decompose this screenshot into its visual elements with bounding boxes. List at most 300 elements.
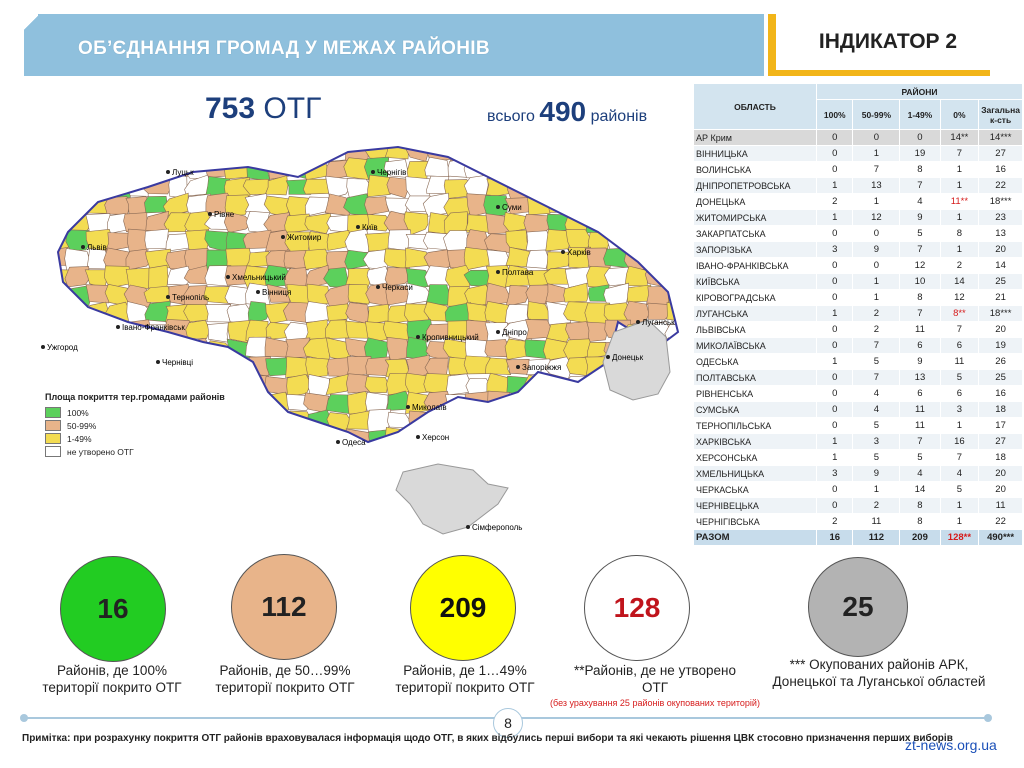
city-dot — [166, 295, 170, 299]
row-cell: 1 — [940, 178, 979, 194]
legend-label: 100% — [67, 407, 89, 418]
row-cell: 0 — [900, 130, 940, 146]
district-cell — [546, 395, 570, 412]
row-cell: 0 — [817, 498, 853, 514]
city-dot — [116, 325, 120, 329]
row-cell: 26 — [979, 354, 1023, 370]
city-dot — [226, 275, 230, 279]
district-cell — [463, 430, 490, 449]
table-row — [694, 210, 1023, 226]
row-cell: 5 — [853, 354, 900, 370]
row-cell: 6 — [900, 386, 940, 402]
caption-1-49: Районів, де 1…49% території покрито ОТГ — [395, 663, 535, 695]
district-cell — [545, 378, 572, 393]
district-cell — [544, 160, 572, 181]
district-cell — [587, 195, 611, 214]
row-cell: 25 — [979, 370, 1023, 386]
row-cell: 2 — [940, 258, 979, 274]
caption-0: **Районів, де не утворено ОТГ — [573, 663, 737, 695]
district-cell — [123, 337, 150, 355]
district-cell — [285, 449, 310, 468]
district-cell — [665, 177, 683, 198]
city-label: Одеса — [342, 438, 366, 447]
row-cell: 10 — [900, 274, 940, 290]
city-label: Херсон — [422, 433, 450, 442]
row-cell: 0 — [817, 274, 853, 290]
district-cell — [646, 160, 670, 181]
district-cell — [646, 447, 669, 467]
district-cell — [265, 141, 290, 159]
row-cell: 1 — [817, 450, 853, 466]
district-cell — [206, 304, 231, 322]
district-cell — [665, 139, 683, 160]
district-cell — [65, 142, 88, 163]
row-cell: 0 — [817, 130, 853, 146]
district-cell — [665, 195, 683, 216]
row-cell: 11 — [900, 322, 940, 338]
legend-swatch — [45, 407, 61, 418]
district-cell — [466, 450, 490, 465]
city-dot — [416, 335, 420, 339]
district-cell — [67, 179, 87, 199]
district-cell — [187, 140, 213, 161]
district-cell — [167, 337, 189, 359]
otg-number: 753 — [205, 92, 256, 125]
row-cell: 22 — [979, 178, 1023, 194]
district-cell — [527, 410, 550, 428]
city-dot — [156, 360, 160, 364]
row-cell: 0 — [817, 258, 853, 274]
row-cell: 2 — [817, 194, 853, 210]
district-cell — [304, 428, 332, 450]
table-row — [694, 290, 1023, 306]
district-cell — [486, 163, 511, 176]
district-cell — [46, 195, 67, 215]
rayon-label: районів — [590, 108, 648, 125]
district-cell — [304, 446, 330, 468]
district-cell — [208, 323, 229, 342]
table-row — [694, 162, 1023, 178]
district-cell — [228, 410, 250, 430]
row-cell: 23 — [979, 210, 1023, 226]
district-cell — [665, 162, 683, 181]
district-cell — [505, 448, 531, 464]
district-cell — [665, 212, 683, 233]
district-cell — [503, 394, 530, 412]
table-row — [694, 434, 1023, 450]
row-region-name: ХЕРСОНСЬКА — [694, 450, 817, 466]
district-cell — [623, 194, 651, 213]
district-cell — [666, 373, 683, 391]
district-cell — [543, 445, 569, 468]
row-cell: 4 — [940, 466, 979, 482]
row-cell: 1 — [817, 354, 853, 370]
row-cell: 9 — [853, 242, 900, 258]
otg-label: ОТГ — [263, 92, 322, 125]
city-dot — [606, 355, 610, 359]
row-cell: 12 — [900, 258, 940, 274]
district-cell — [506, 410, 532, 431]
city-label: Луганськ — [642, 318, 675, 327]
row-cell: 14 — [940, 274, 979, 290]
district-cell — [548, 142, 568, 163]
total-cell: 209 — [900, 530, 940, 546]
table-row — [694, 178, 1023, 194]
district-cell — [548, 412, 572, 430]
district-cell — [327, 304, 349, 321]
district-cell — [606, 446, 631, 467]
district-cell — [645, 195, 669, 217]
row-cell: 1 — [940, 498, 979, 514]
city-dot — [466, 525, 470, 529]
table-row — [694, 226, 1023, 242]
row-cell: 3 — [853, 434, 900, 450]
legend-label: 50-99% — [67, 420, 97, 431]
district-cell — [225, 142, 248, 158]
district-cell — [345, 446, 372, 468]
row-cell: 9 — [900, 354, 940, 370]
row-cell: 1 — [853, 146, 900, 162]
district-cell — [224, 376, 250, 396]
row-cell: 25 — [979, 274, 1023, 290]
total-cell: 112 — [853, 530, 900, 546]
city-label: Черкаси — [382, 283, 413, 292]
row-cell: 7 — [940, 450, 979, 466]
row-cell: 7 — [853, 338, 900, 354]
table-row — [694, 370, 1023, 386]
district-cell — [585, 447, 609, 469]
table-row — [694, 498, 1023, 514]
district-cell — [85, 339, 108, 359]
district-cell — [306, 357, 329, 377]
circle-value: 209 — [439, 592, 487, 623]
row-cell: 4 — [853, 386, 900, 402]
district-cell — [604, 213, 630, 235]
row-region-name: ДОНЕЦЬКА — [694, 194, 817, 210]
district-cell — [585, 411, 610, 431]
district-cell — [545, 175, 569, 196]
district-cell — [485, 448, 511, 469]
district-cell — [403, 448, 430, 466]
district-cell — [625, 212, 650, 233]
district-cell — [666, 412, 683, 432]
district-cell — [66, 158, 92, 177]
district-cell — [283, 411, 312, 430]
city-label: Дніпро — [502, 328, 527, 337]
district-cell — [264, 409, 290, 429]
row-cell: 7 — [900, 178, 940, 194]
district-cell — [588, 392, 612, 413]
row-region-name: МИКОЛАЇВСЬКА — [694, 338, 817, 354]
row-region-name: ЧЕРКАСЬКА — [694, 482, 817, 498]
circle-50-99 — [231, 554, 337, 660]
district-cell — [47, 158, 73, 178]
city-dot — [416, 435, 420, 439]
district-cell — [506, 285, 528, 306]
district-cell — [565, 322, 590, 341]
table-row — [694, 418, 1023, 434]
district-cell — [446, 446, 469, 467]
city-label: Тернопіль — [172, 293, 210, 302]
row-region-name: ІВАНО-ФРАНКІВСЬКА — [694, 258, 817, 274]
legend-swatch — [45, 446, 61, 457]
row-cell: 5 — [853, 450, 900, 466]
row-cell: 7 — [940, 322, 979, 338]
row-cell: 20 — [979, 242, 1023, 258]
district-cell — [246, 410, 272, 432]
district-cell — [148, 265, 168, 288]
row-cell: 7 — [900, 306, 940, 322]
district-cell — [605, 198, 633, 213]
row-region-name: ЖИТОМИРСЬКА — [694, 210, 817, 226]
district-cell — [325, 449, 350, 468]
rayon-total — [487, 96, 647, 128]
row-cell: 20 — [979, 466, 1023, 482]
row-cell: 12 — [940, 290, 979, 306]
district-cell — [587, 322, 608, 342]
row-cell: 8 — [900, 162, 940, 178]
district-cell — [288, 141, 311, 162]
district-cell — [625, 178, 650, 196]
col-header: 100% — [817, 100, 853, 130]
district-cell — [45, 140, 70, 162]
row-cell: 1 — [940, 210, 979, 226]
district-cell — [585, 143, 612, 158]
total-cell: 16 — [817, 530, 853, 546]
district-cell — [45, 303, 71, 322]
district-cell — [624, 248, 652, 270]
row-cell: 27 — [979, 146, 1023, 162]
city-dot — [166, 170, 170, 174]
row-region-name: ТЕРНОПІЛЬСЬКА — [694, 418, 817, 434]
caption-100: Районів, де 100% території покрито ОТГ — [42, 663, 182, 695]
row-cell: 1 — [853, 194, 900, 210]
district-cell — [88, 320, 109, 340]
row-cell: 7 — [940, 146, 979, 162]
district-cell — [364, 338, 389, 360]
district-cell — [628, 160, 651, 181]
district-cell — [606, 161, 632, 179]
otg-total — [205, 92, 321, 126]
circle-value: 25 — [842, 591, 874, 622]
row-cell: 0 — [817, 322, 853, 338]
district-cell — [666, 450, 683, 468]
city-label: Житомир — [287, 233, 322, 242]
district-cell — [149, 141, 169, 163]
row-cell: 11 — [853, 514, 900, 530]
district-cell — [628, 428, 649, 449]
row-cell: 1 — [853, 274, 900, 290]
district-cell — [205, 356, 231, 376]
district-cell — [308, 142, 331, 161]
district-cell — [526, 250, 548, 268]
district-cell — [643, 412, 670, 432]
city-dot — [208, 212, 212, 216]
district-cell — [385, 427, 411, 448]
row-cell: 5 — [853, 418, 900, 434]
table-row — [694, 514, 1023, 530]
city-label: Чернівці — [162, 358, 194, 367]
district-cell — [385, 449, 410, 465]
district-cell — [606, 429, 630, 449]
table-row — [694, 466, 1023, 482]
row-cell: 14 — [979, 258, 1023, 274]
district-cell — [247, 430, 269, 449]
district-cell — [668, 429, 683, 451]
row-cell: 0 — [817, 338, 853, 354]
district-cell — [247, 391, 271, 414]
district-cell — [604, 141, 628, 159]
row-cell: 22 — [979, 514, 1023, 530]
legend-title: Площа покриття тер.громадами районів — [45, 392, 225, 402]
district-cell — [365, 233, 391, 251]
district-cell — [226, 429, 251, 446]
city-label: Донецьк — [612, 353, 644, 362]
district-cell — [625, 142, 651, 162]
row-cell: 1 — [817, 306, 853, 322]
district-cell — [566, 413, 590, 430]
district-cell — [644, 142, 670, 161]
row-cell: 2 — [853, 322, 900, 338]
city-dot — [496, 270, 500, 274]
row-cell: 0 — [817, 402, 853, 418]
district-cell — [144, 196, 167, 213]
legend-label: не утворено ОТГ — [67, 446, 134, 457]
district-cell — [663, 231, 683, 249]
district-cell — [65, 266, 90, 286]
table-row — [694, 322, 1023, 338]
row-cell: 16 — [979, 162, 1023, 178]
district-cell — [365, 197, 389, 215]
city-label: Київ — [362, 223, 378, 232]
district-cell — [203, 140, 230, 162]
table-row — [694, 402, 1023, 418]
city-dot — [81, 245, 85, 249]
district-cell — [106, 356, 130, 378]
district-cell — [525, 375, 550, 395]
row-cell: 3 — [817, 242, 853, 258]
city-dot — [561, 250, 565, 254]
table-total-row — [694, 530, 1023, 546]
district-cell — [63, 323, 90, 342]
rayons-table — [693, 83, 1023, 546]
district-cell — [446, 430, 469, 448]
table-row — [694, 450, 1023, 466]
row-cell: 19 — [979, 338, 1023, 354]
district-cell — [626, 446, 652, 466]
total-cell: 128** — [940, 530, 979, 546]
district-cell — [586, 213, 610, 234]
district-cell — [566, 431, 592, 449]
row-cell: 1 — [940, 162, 979, 178]
row-cell: 0 — [817, 226, 853, 242]
row-region-name: ОДЕСЬКА — [694, 354, 817, 370]
district-cell — [147, 161, 169, 178]
col-header: Загальна к-сть — [979, 100, 1023, 130]
district-cell — [567, 144, 591, 159]
row-cell: 0 — [817, 482, 853, 498]
row-region-name: ХМЕЛЬНИЦЬКА — [694, 466, 817, 482]
district-cell — [423, 412, 451, 429]
row-region-name: ПОЛТАВСЬКА — [694, 370, 817, 386]
row-cell: 5 — [900, 226, 940, 242]
district-cell — [465, 140, 490, 161]
city-label: Запоріжжя — [522, 363, 562, 372]
district-cell — [365, 445, 391, 467]
district-cell — [547, 428, 570, 451]
row-cell: 21 — [979, 290, 1023, 306]
row-cell: 1 — [853, 482, 900, 498]
district-cell — [304, 393, 329, 413]
row-cell: 0 — [817, 418, 853, 434]
city-label: Харків — [567, 248, 591, 257]
row-cell: 18 — [979, 402, 1023, 418]
row-cell: 3 — [940, 402, 979, 418]
district-cell — [523, 176, 550, 198]
col-header: 50-99% — [853, 100, 900, 130]
district-cell — [426, 285, 450, 305]
table-row — [694, 482, 1023, 498]
circle-value: 128 — [613, 592, 661, 623]
circle-value: 112 — [261, 591, 307, 622]
ukraine-map — [18, 132, 683, 542]
row-cell: 1 — [817, 210, 853, 226]
district-cell — [106, 158, 133, 177]
district-cell — [645, 431, 670, 450]
row-cell: 16 — [940, 434, 979, 450]
district-cell — [503, 158, 529, 179]
district-cell — [425, 157, 449, 177]
table-row — [694, 242, 1023, 258]
row-region-name: ЧЕРНІВЕЦЬКА — [694, 498, 817, 514]
city-dot — [496, 330, 500, 334]
row-cell: 2 — [817, 514, 853, 530]
col-header: 1-49% — [900, 100, 940, 130]
row-cell: 1 — [940, 418, 979, 434]
district-cell — [488, 410, 510, 431]
watermark: zt-news.org.ua — [905, 737, 997, 753]
district-cell — [105, 139, 132, 160]
district-cell — [648, 303, 670, 319]
city-label: Чернігів — [377, 168, 407, 177]
district-cell — [246, 449, 273, 467]
district-cell — [485, 339, 509, 356]
table-row — [694, 146, 1023, 162]
row-cell: 8 — [900, 498, 940, 514]
circle-value: 16 — [97, 593, 129, 624]
row-region-name: КІРОВОГРАДСЬКА — [694, 290, 817, 306]
row-cell: 1 — [940, 242, 979, 258]
district-cell — [585, 428, 611, 447]
row-cell: 0 — [817, 162, 853, 178]
district-cell — [624, 233, 652, 253]
table-row — [694, 194, 1023, 210]
district-cell — [185, 373, 210, 392]
city-dot — [356, 225, 360, 229]
city-dot — [256, 290, 260, 294]
circle-100 — [60, 556, 166, 662]
district-cell — [165, 139, 189, 161]
row-cell: 2 — [853, 306, 900, 322]
city-label: Сімферополь — [472, 523, 523, 532]
row-cell: 0 — [853, 226, 900, 242]
city-label: Кропивницький — [422, 333, 479, 342]
city-dot — [636, 320, 640, 324]
city-label: Миколаїв — [412, 403, 447, 412]
row-region-name: ЧЕРНІГІВСЬКА — [694, 514, 817, 530]
city-dot — [371, 170, 375, 174]
row-cell: 1 — [940, 514, 979, 530]
